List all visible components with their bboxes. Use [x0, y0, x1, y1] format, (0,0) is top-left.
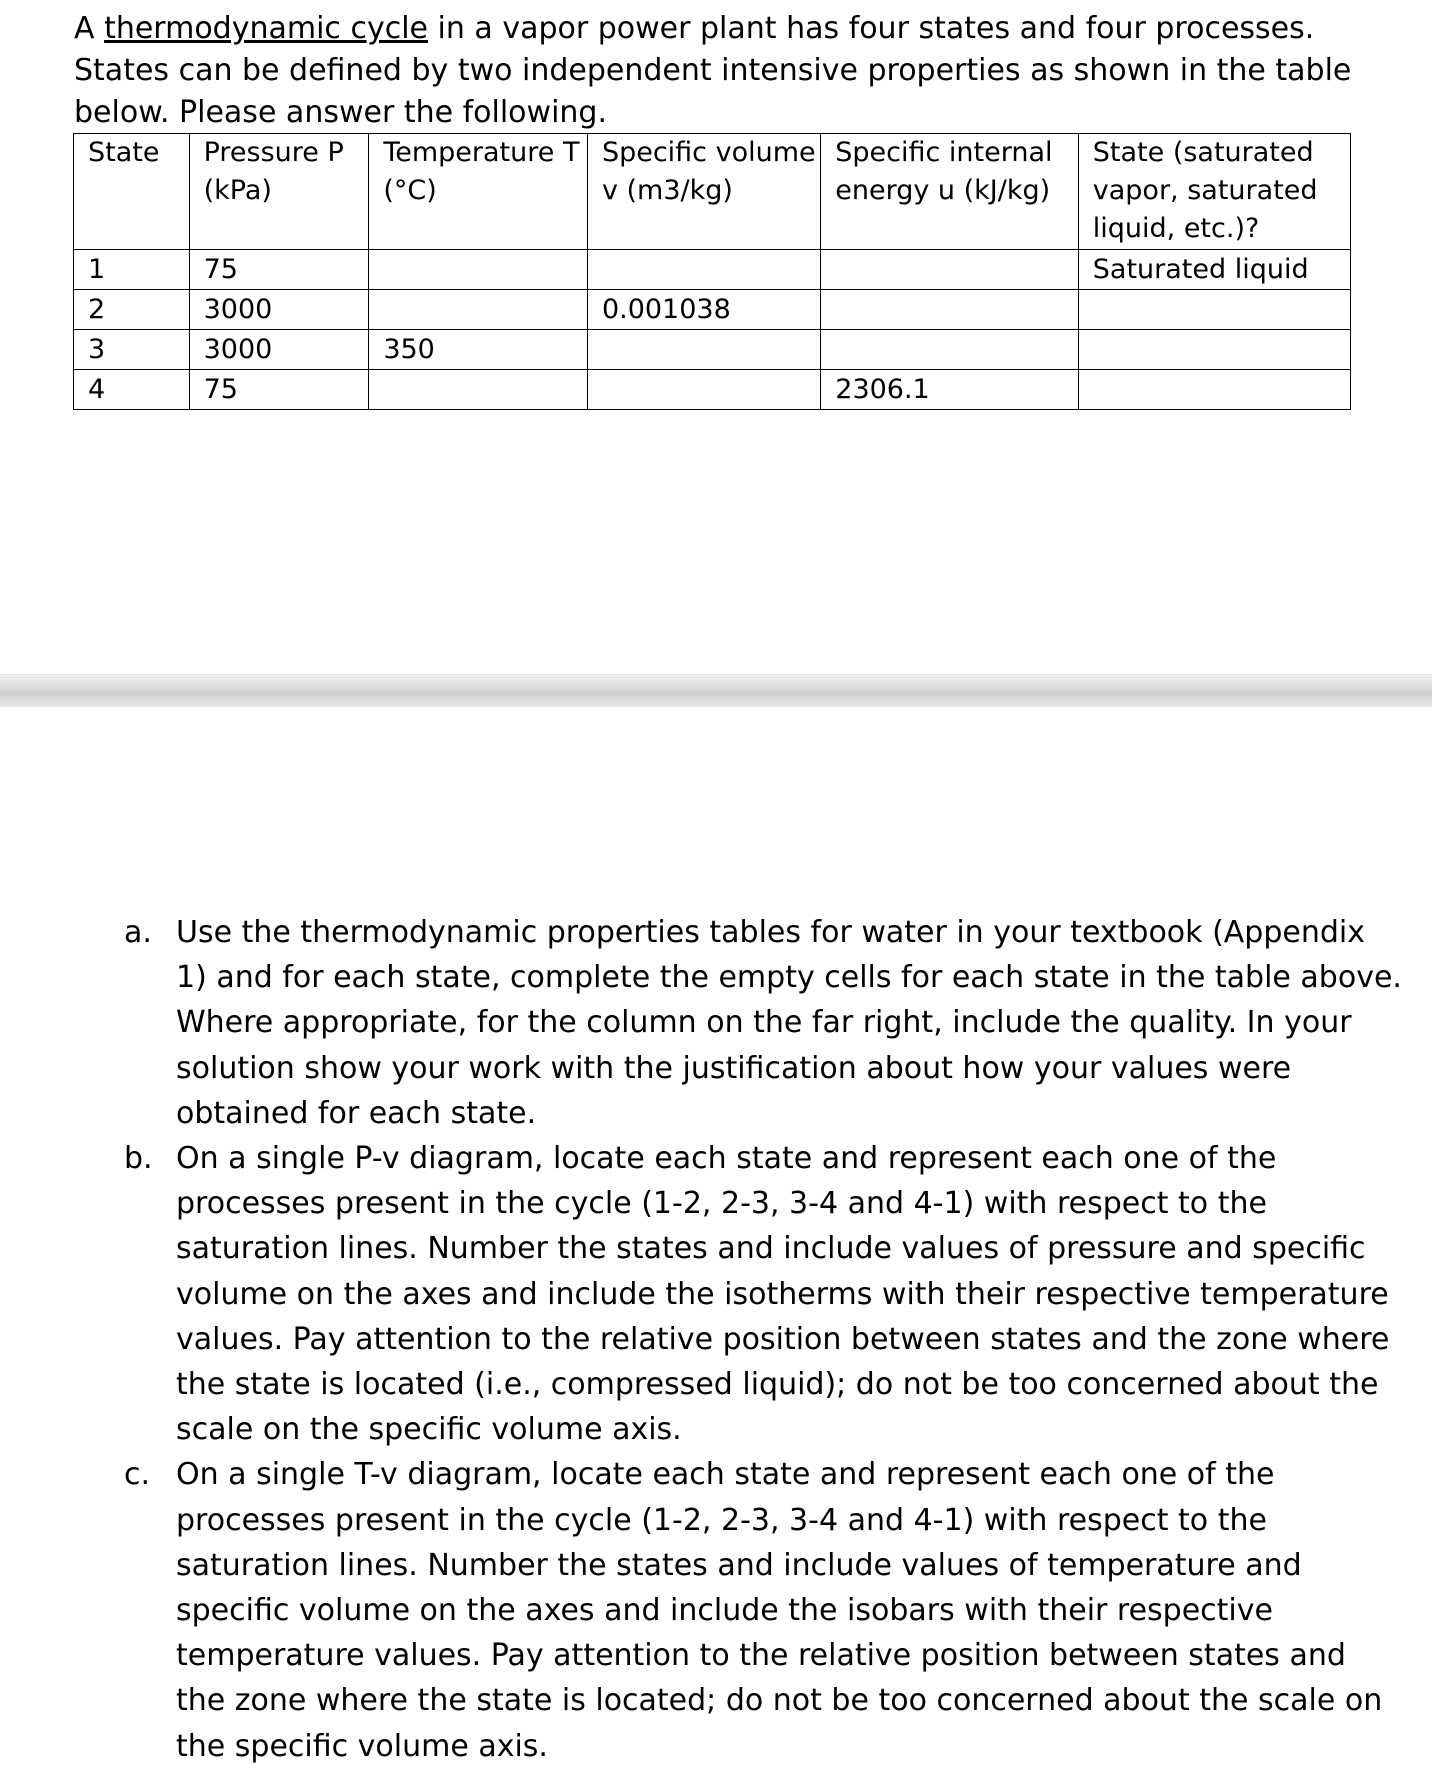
- cell-internal-energy: 2306.1: [821, 370, 1079, 410]
- cell-phase-state: [1078, 290, 1350, 330]
- cell-internal-energy: [821, 330, 1079, 370]
- question-item-c: [124, 1452, 1404, 1768]
- header-temperature: Temperature T (°C): [369, 134, 588, 250]
- question-marker: a.: [124, 915, 152, 950]
- cell-phase-state: [1078, 330, 1350, 370]
- cell-temperature: [369, 250, 588, 290]
- question-text: On a single P-v diagram, locate each state and represent each one of the processes present in the cycle (1-2, 2-3, 3-4 and 4-1) with respect to the saturation lines. Number the states and include values of pressure and specific volume on the axes and include the isotherms with their respective temperature values. Pay attention to the relative position between states and the zone where the state is located (i.e., compressed liquid); do not be too concerned about the scale on the specific volume axis.: [176, 1141, 1390, 1448]
- cell-state: 2: [74, 290, 190, 330]
- intro-text-end: in a vapor power plant has four states and four processes. States can be defined by two independent intensive properties as shown in the table below. Please answer the following.: [74, 11, 1352, 130]
- intro-paragraph: [74, 8, 1394, 134]
- intro-text-start: A: [74, 11, 105, 46]
- cell-temperature: 350: [369, 330, 588, 370]
- cell-internal-energy: [821, 290, 1079, 330]
- question-list: [124, 910, 1404, 1769]
- cell-state: 4: [74, 370, 190, 410]
- cell-pressure: 3000: [189, 290, 369, 330]
- question-marker: b.: [124, 1141, 153, 1177]
- cell-pressure: 75: [189, 250, 369, 290]
- cell-state: 1: [74, 250, 190, 290]
- cell-specific-volume: [587, 330, 820, 370]
- table-row: [74, 330, 1351, 370]
- question-marker: c.: [124, 1457, 151, 1493]
- table-header-row: [74, 134, 1351, 250]
- cell-specific-volume: [587, 370, 820, 410]
- question-text: Use the thermodynamic properties tables for water in your textbook (Appendix 1) and for each state, complete the empty cells for each state in the table above. Where appropriate, for the column on the far right, include the quality. In your solution show your work with the justification about how your values were obtained for each state.: [176, 915, 1402, 1131]
- cell-specific-volume: 0.001038: [587, 290, 820, 330]
- cell-phase-state: [1078, 370, 1350, 410]
- header-phase-state: State (saturated vapor, saturated liquid, etc.)?: [1078, 134, 1350, 250]
- cell-internal-energy: [821, 250, 1079, 290]
- cell-temperature: [369, 290, 588, 330]
- cell-state: 3: [74, 330, 190, 370]
- header-internal-energy: Specific internal energy u (kJ/kg): [821, 134, 1079, 250]
- page-divider: [0, 674, 1432, 707]
- question-text: On a single T-v diagram, locate each state and represent each one of the processes present in the cycle (1-2, 2-3, 3-4 and 4-1) with respect to the saturation lines. Number the states and include values of temperature and specific volume on the axes and include the isobars with their respective temperature values. Pay attention to the relative position between states and the zone where the state is located; do not be too concerned about the scale on the specific volume axis.: [176, 1457, 1383, 1764]
- table-row: [74, 370, 1351, 410]
- cell-specific-volume: [587, 250, 820, 290]
- question-item-a: [124, 910, 1404, 1136]
- header-specific-volume: Specific volume v (m3/kg): [587, 134, 820, 250]
- cell-phase-state: Saturated liquid: [1078, 250, 1350, 290]
- header-state: State: [74, 134, 190, 250]
- cell-temperature: [369, 370, 588, 410]
- question-item-b: [124, 1136, 1404, 1452]
- state-properties-table: [73, 133, 1351, 410]
- table-row: [74, 250, 1351, 290]
- cell-pressure: 3000: [189, 330, 369, 370]
- thermodynamic-cycle-link[interactable]: thermodynamic cycle: [104, 11, 428, 46]
- header-pressure: Pressure P (kPa): [189, 134, 369, 250]
- table-row: [74, 290, 1351, 330]
- cell-pressure: 75: [189, 370, 369, 410]
